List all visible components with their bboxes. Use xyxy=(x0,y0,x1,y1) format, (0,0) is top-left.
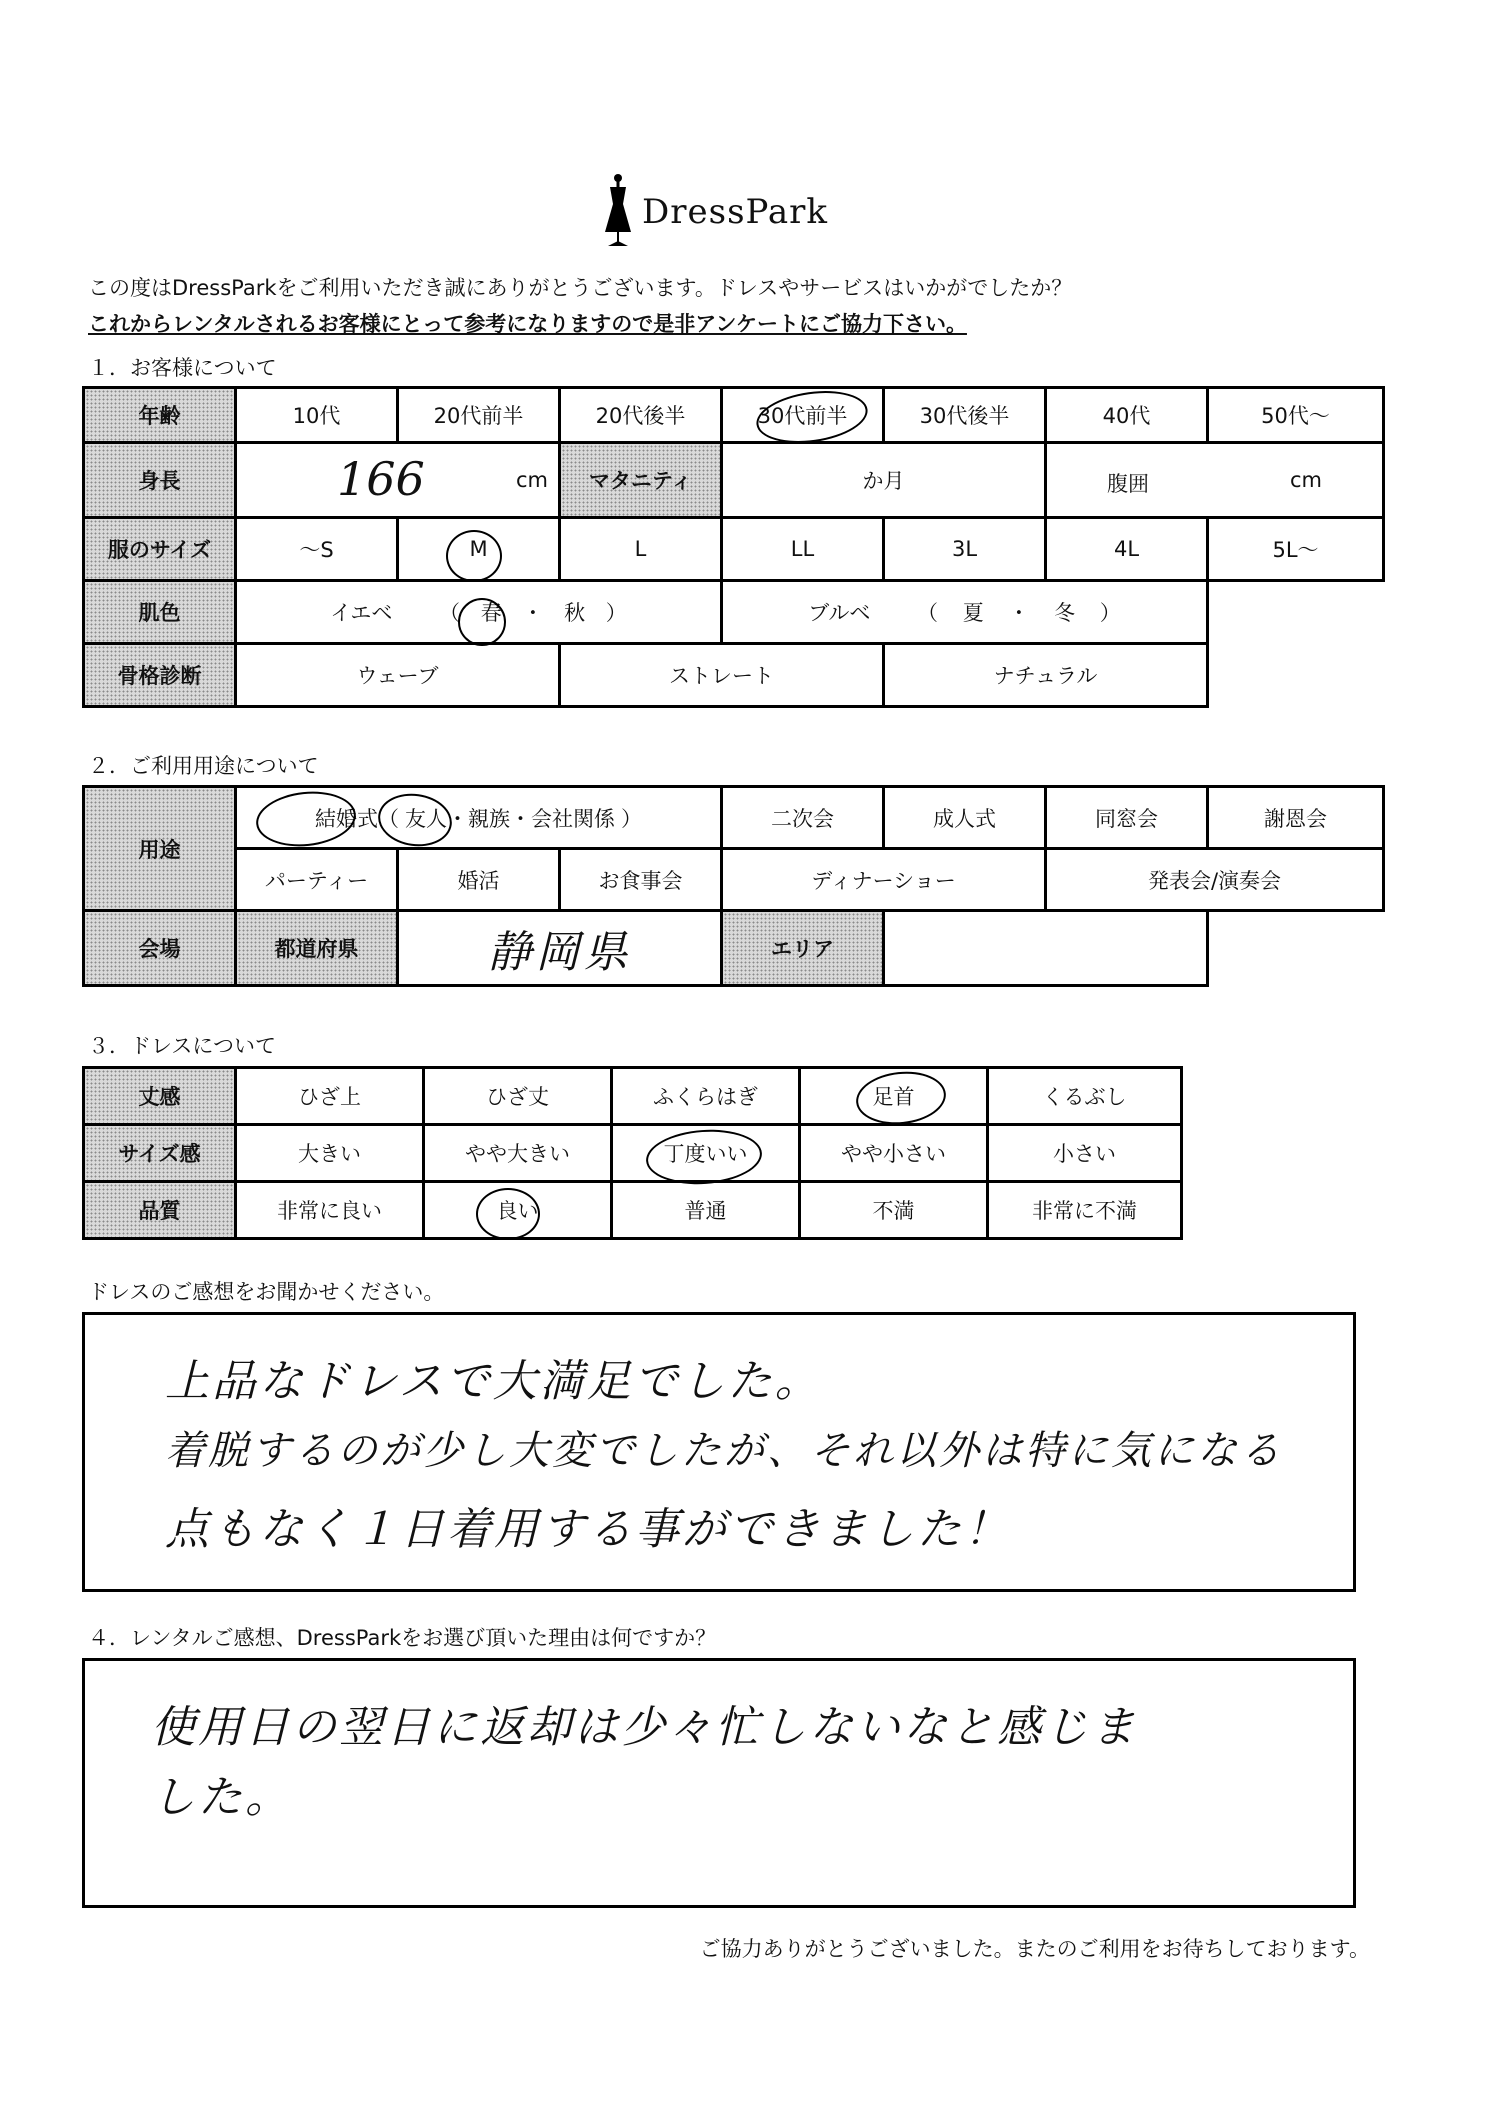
quality-option[interactable]: 非常に良い xyxy=(236,1182,424,1239)
skin-spring[interactable]: 春 xyxy=(480,601,502,625)
fit-option[interactable]: やや大きい xyxy=(424,1125,612,1182)
height-cell[interactable] xyxy=(236,443,560,518)
reason-box[interactable] xyxy=(82,1658,1356,1908)
impression-line: 点もなく１日着用する事ができました！ xyxy=(165,1504,1011,1555)
prefecture-label: 都道府県 xyxy=(236,911,398,986)
usage-option[interactable]: 成人式 xyxy=(884,787,1046,849)
age-option[interactable]: 20代後半 xyxy=(560,388,722,443)
impression-prompt: ドレスのご感想をお聞かせください。 xyxy=(88,1280,445,1304)
length-option[interactable]: ふくらはぎ xyxy=(612,1068,800,1125)
skin-blue-cell[interactable] xyxy=(722,581,1208,644)
impression-line: 上品なドレスで大満足でした。 xyxy=(165,1356,822,1407)
logo-text: DressPark xyxy=(642,192,829,232)
impression-line: 着脱するのが少し大変でしたが、それ以外は特に気になる xyxy=(165,1428,1283,1474)
paren-open: （ xyxy=(917,601,939,625)
quality-option[interactable]: 非常に不満 xyxy=(988,1182,1182,1239)
intro-line-2: これからレンタルされるお客様にとって参考になりますので是非アンケートにご協力下さい。 xyxy=(88,312,967,336)
length-option[interactable]: ひざ丈 xyxy=(424,1068,612,1125)
fit-option-selected[interactable]: 丁度いい xyxy=(612,1125,800,1182)
length-option[interactable]: くるぶし xyxy=(988,1068,1182,1125)
skin-autumn[interactable]: 秋 xyxy=(564,601,586,625)
prefecture-value: 静岡県 xyxy=(487,927,632,978)
age-option[interactable]: 10代 xyxy=(236,388,398,443)
age-option[interactable]: 20代前半 xyxy=(398,388,560,443)
skeleton-label: 骨格診断 xyxy=(84,644,236,707)
separator-dot: ・ xyxy=(1008,601,1030,625)
waist-cell[interactable] xyxy=(1046,443,1384,518)
usage-option[interactable]: 発表会/演奏会 xyxy=(1046,849,1384,911)
paren-close: ） xyxy=(1099,601,1121,625)
usage-option[interactable]: 謝恩会 xyxy=(1208,787,1384,849)
paren-close: ） xyxy=(605,601,627,625)
size-option-selected[interactable]: M xyxy=(398,518,560,581)
skeleton-option[interactable]: ストレート xyxy=(560,644,884,707)
paren-open: （ xyxy=(439,601,461,625)
reason-line: 使用日の翌日に返却は少々忙しないなと感じま xyxy=(151,1702,1138,1753)
quality-option[interactable]: 不満 xyxy=(800,1182,988,1239)
skin-label: 肌色 xyxy=(84,581,236,644)
age-option[interactable]: 30代後半 xyxy=(884,388,1046,443)
customer-table xyxy=(82,386,1385,708)
height-unit: cm xyxy=(515,468,548,492)
empty-cell xyxy=(1208,644,1384,707)
section-3-title: ３．ドレスについて xyxy=(88,1034,276,1058)
usage-wedding[interactable]: 結婚式 xyxy=(315,806,378,831)
size-option[interactable]: 5L～ xyxy=(1208,518,1384,581)
footer-thanks: ご協力ありがとうございました。またのご利用をお待ちしております。 xyxy=(699,1937,1370,1961)
usage-option[interactable]: 同窓会 xyxy=(1046,787,1208,849)
skin-blue: ブルベ xyxy=(808,601,871,625)
size-option[interactable]: L xyxy=(560,518,722,581)
usage-friend[interactable]: 友人 xyxy=(405,806,447,831)
usage-option[interactable]: 婚活 xyxy=(398,849,560,911)
height-label: 身長 xyxy=(84,443,236,518)
section-1-title: １．お客様について xyxy=(88,356,277,380)
size-label: 服のサイズ xyxy=(84,518,236,581)
size-option[interactable]: 3L xyxy=(884,518,1046,581)
skin-yellow-cell[interactable] xyxy=(236,581,722,644)
area-field[interactable] xyxy=(884,911,1208,986)
paren-close: ） xyxy=(621,806,642,831)
size-option[interactable]: LL xyxy=(722,518,884,581)
impression-box[interactable] xyxy=(82,1312,1356,1592)
waist-unit: cm xyxy=(1289,468,1322,492)
skeleton-option[interactable]: ウェーブ xyxy=(236,644,560,707)
usage-relatives[interactable]: ・親族・会社関係 xyxy=(447,806,615,831)
usage-option[interactable]: お食事会 xyxy=(560,849,722,911)
quality-option-selected[interactable]: 良い xyxy=(424,1182,612,1239)
skin-summer[interactable]: 夏 xyxy=(962,601,984,625)
fit-option[interactable]: 小さい xyxy=(988,1125,1182,1182)
fit-label: サイズ感 xyxy=(84,1125,236,1182)
separator-dot: ・ xyxy=(522,601,544,625)
height-value: 166 xyxy=(337,452,425,506)
skeleton-option[interactable]: ナチュラル xyxy=(884,644,1208,707)
brand-logo xyxy=(600,170,880,250)
age-label: 年齢 xyxy=(84,388,236,443)
size-option[interactable]: 4L xyxy=(1046,518,1208,581)
usage-option[interactable]: 二次会 xyxy=(722,787,884,849)
skin-yellow: イエベ xyxy=(330,601,393,625)
size-option[interactable]: ～S xyxy=(236,518,398,581)
length-label: 丈感 xyxy=(84,1068,236,1125)
usage-table xyxy=(82,785,1385,987)
fit-option[interactable]: 大きい xyxy=(236,1125,424,1182)
area-label: エリア xyxy=(722,911,884,986)
dress-mannequin-icon xyxy=(600,170,636,250)
age-option[interactable]: 40代 xyxy=(1046,388,1208,443)
usage-option[interactable]: パーティー xyxy=(236,849,398,911)
length-option[interactable]: ひざ上 xyxy=(236,1068,424,1125)
age-option[interactable]: 50代～ xyxy=(1208,388,1384,443)
section-2-title: ２．ご利用用途について xyxy=(88,754,319,778)
usage-label: 用途 xyxy=(84,787,236,911)
empty-cell xyxy=(1208,581,1384,644)
waist-label: 腹囲 xyxy=(1107,472,1149,496)
maternity-cell[interactable] xyxy=(722,443,1046,518)
venue-label: 会場 xyxy=(84,911,236,986)
wedding-cell[interactable] xyxy=(236,787,722,849)
quality-label: 品質 xyxy=(84,1182,236,1239)
quality-option[interactable]: 普通 xyxy=(612,1182,800,1239)
usage-option[interactable]: ディナーショー xyxy=(722,849,1046,911)
maternity-unit: か月 xyxy=(862,469,905,493)
length-option-selected[interactable]: 足首 xyxy=(800,1068,988,1125)
age-option-selected[interactable]: 30代前半 xyxy=(722,388,884,443)
paren-open: （ xyxy=(378,806,399,831)
dress-table xyxy=(82,1066,1183,1240)
maternity-label: マタニティ xyxy=(560,443,722,518)
skin-winter[interactable]: 冬 xyxy=(1054,601,1076,625)
reason-line: した。 xyxy=(151,1772,292,1823)
section-4-title: ４．レンタルご感想、DressParkをお選び頂いた理由は何ですか？ xyxy=(88,1626,717,1650)
intro-line-1: この度はDressParkをご利用いただき誠にありがとうございます。ドレスやサービスはいかがでしたか？ xyxy=(88,276,1073,300)
empty-cell xyxy=(1208,911,1384,986)
fit-option[interactable]: やや小さい xyxy=(800,1125,988,1182)
prefecture-field[interactable] xyxy=(398,911,722,986)
